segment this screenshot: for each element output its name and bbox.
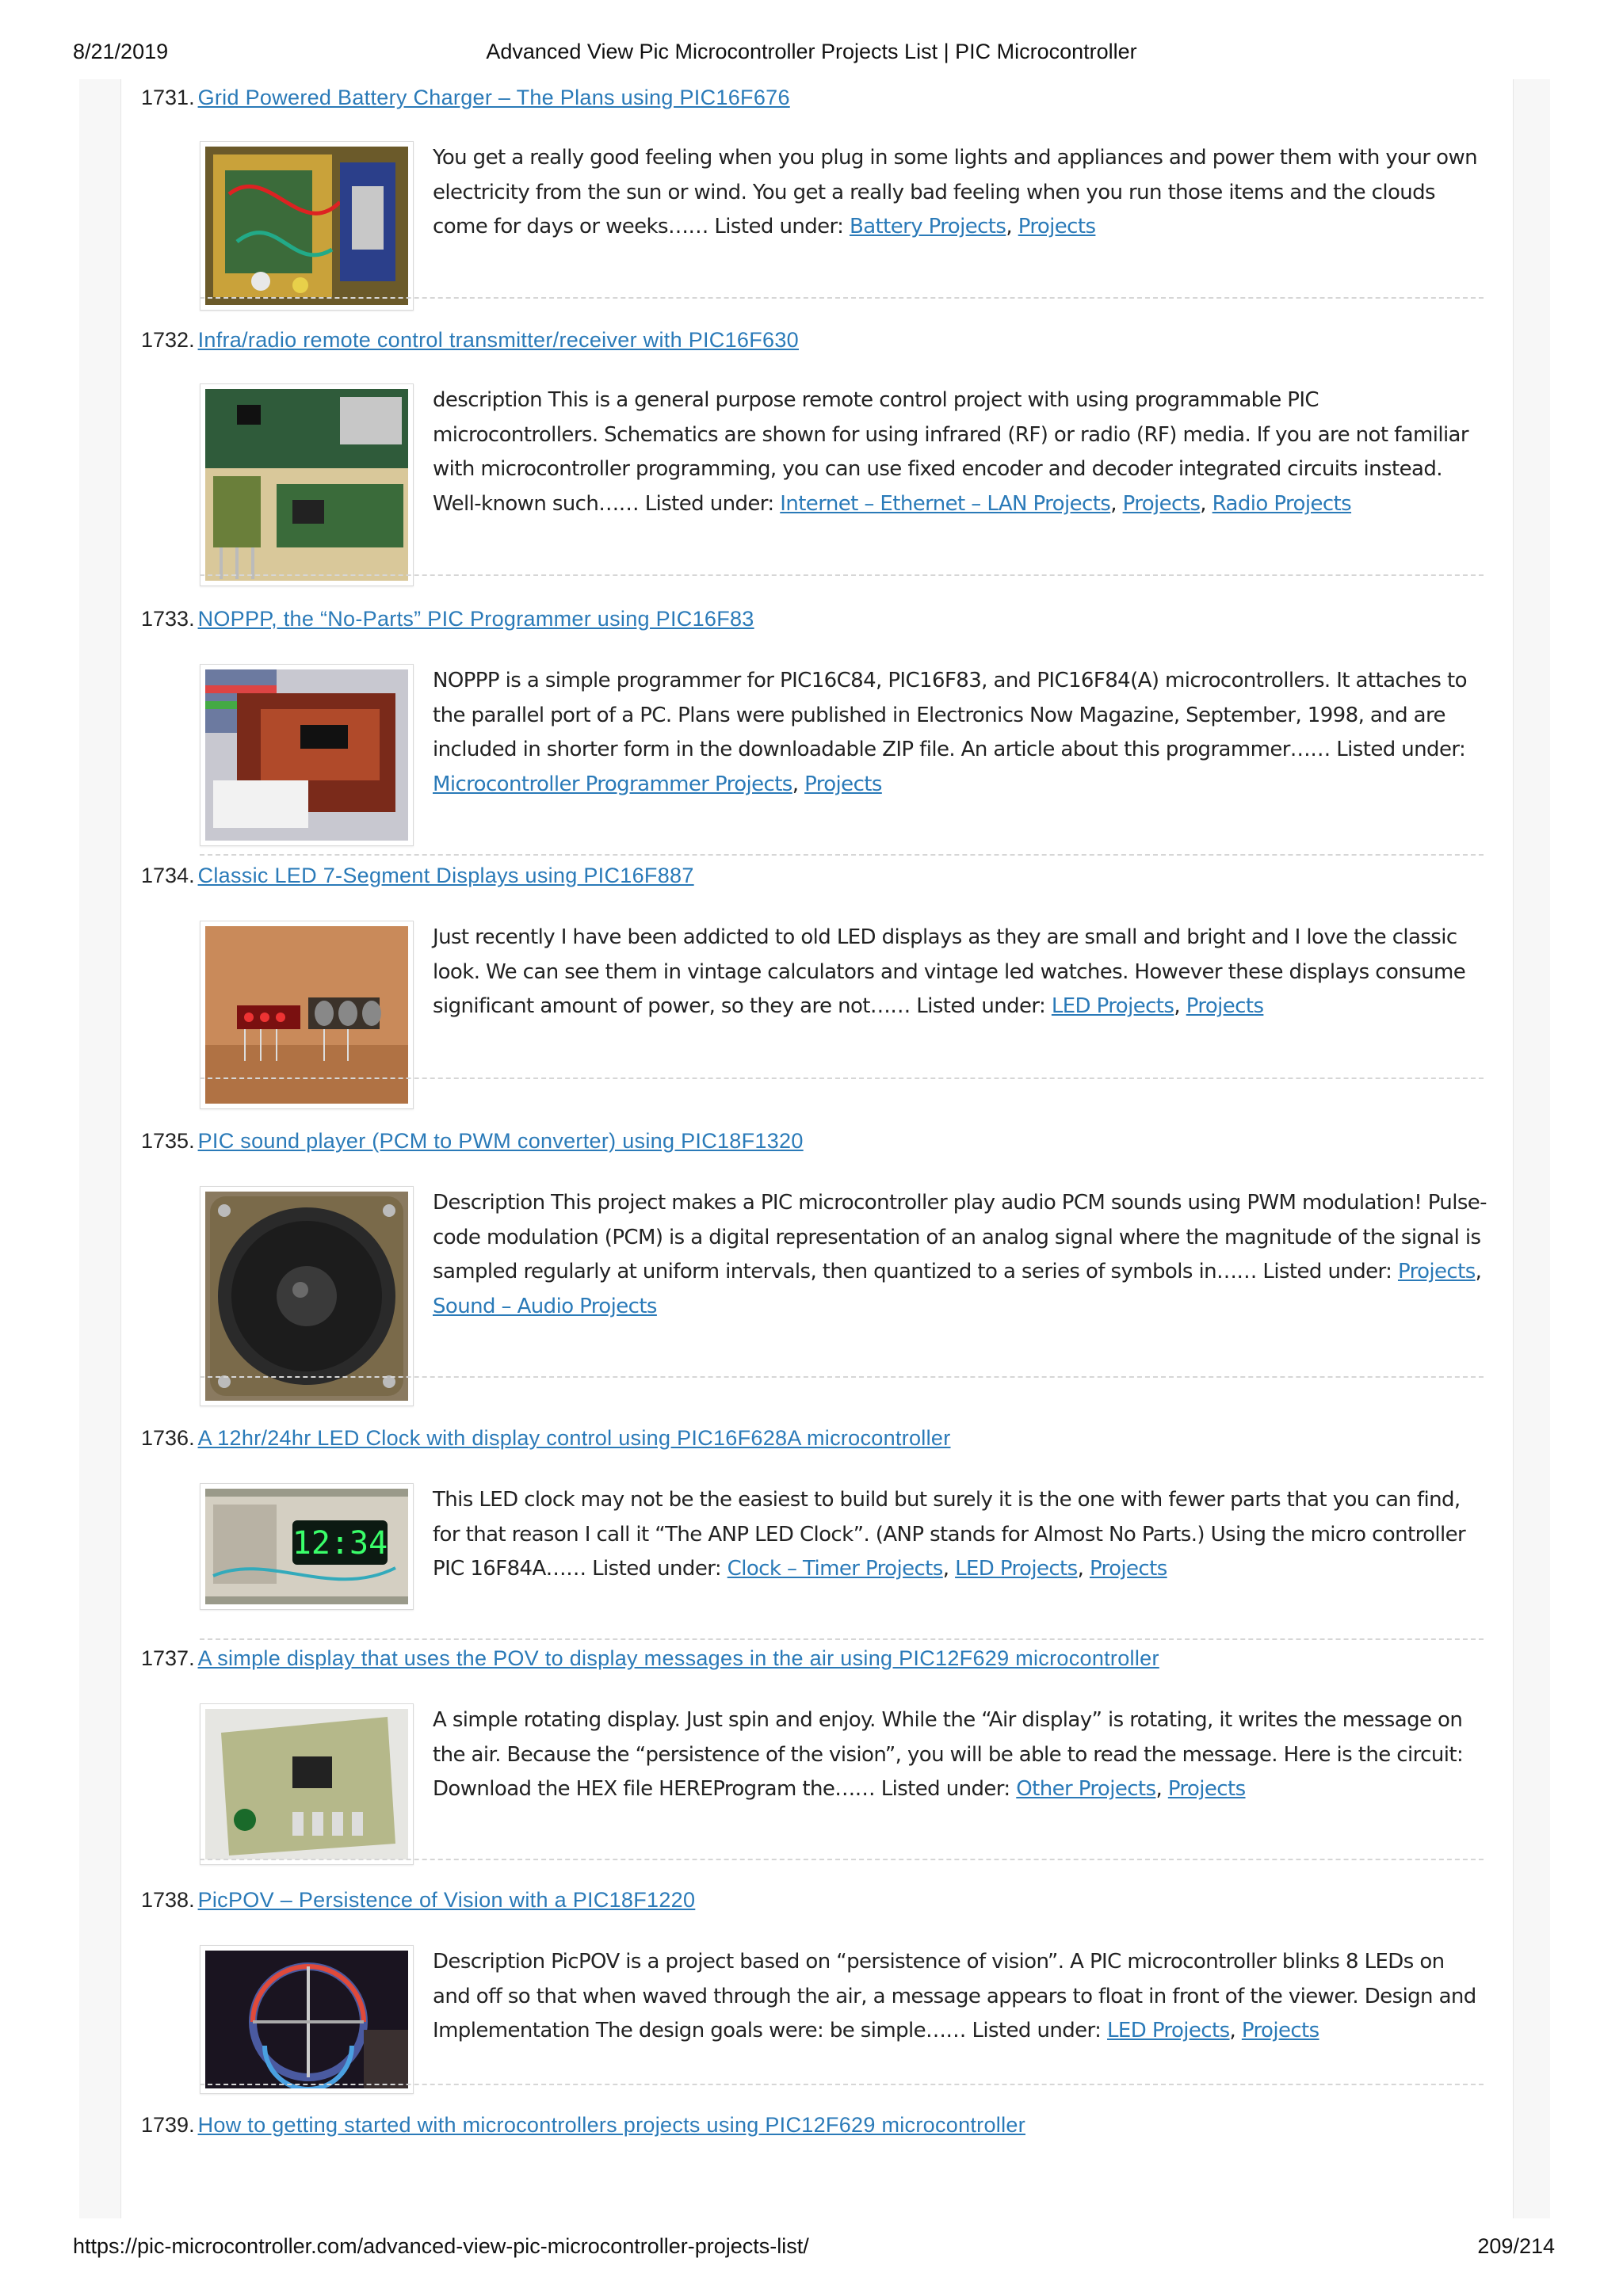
- entry-heading: [141, 1129, 804, 1154]
- entry-number: 1737.: [141, 1646, 195, 1670]
- entry-thumbnail[interactable]: [200, 1703, 414, 1865]
- entry-title-link[interactable]: Grid Powered Battery Charger – The Plans using PIC16F676: [197, 86, 790, 109]
- tag-link[interactable]: Projects: [1397, 1260, 1476, 1283]
- entry-thumbnail[interactable]: [200, 1186, 414, 1406]
- entry-description: description This is a general purpose remote control project with using programmable PIC microcontrollers. Schematics are shown for using infrared (RF) or radio (RF) media. If you are not familiar with microcontroller programming, you can use fixed encoder and decoder integrated circuits instead. Well-known such…… Listed under: Internet – Ethernet – LAN Projects, Projects, Radio Projects: [433, 388, 1468, 516]
- entry-separator: [200, 1376, 1484, 1378]
- entry-heading: [141, 2113, 1025, 2138]
- entry-title-link[interactable]: A 12hr/24hr LED Clock with display control using PIC16F628A microcontroller: [197, 1426, 951, 1450]
- entry-title-link[interactable]: A simple display that uses the POV to display messages in the air using PIC12F629 microcontroller: [197, 1646, 1159, 1670]
- tag-link[interactable]: Clock – Timer Projects: [727, 1557, 943, 1581]
- entry-title-link[interactable]: NOPPP, the “No-Parts” PIC Programmer using PIC16F83: [197, 607, 754, 631]
- battery-charger-photo: [205, 147, 408, 305]
- entry-separator: [200, 1077, 1484, 1079]
- entry-heading: [141, 1646, 1159, 1671]
- tag-link[interactable]: Projects: [1122, 491, 1201, 516]
- entry-title-link[interactable]: PicPOV – Persistence of Vision with a PIC18F1220: [197, 1888, 696, 1912]
- entry-description: This LED clock may not be the easiest to build but surely it is the one with fewer parts that you can find, for that reason I call it “The ANP LED Clock”. (ANP stands for Almost No Parts.) Using the micro controller PIC 16F84A…… Listed under: Clock – Timer Projects, LED Projects, Projects: [433, 1488, 1466, 1581]
- entry-separator: [200, 297, 1484, 299]
- clock-display-digits: 12:34: [292, 1525, 388, 1562]
- entry-number: 1733.: [141, 607, 195, 631]
- entry-description-text: Description PicPOV is a project based on “persistence of vision”. A PIC microcontroller blinks 8 LEDs on and off so that when waved through the air, a message appears to float in front of the viewer. Design and Implementation The design goals were: be simple…… Listed under:: [433, 1950, 1476, 2042]
- entry-separator: [200, 1859, 1484, 1860]
- speaker-photo: [205, 1192, 408, 1401]
- remote-control-modules-photo: [205, 389, 408, 581]
- entry-title-link[interactable]: Classic LED 7-Segment Displays using PIC16F887: [197, 864, 694, 887]
- led-clock-photo: [205, 1489, 408, 1604]
- tag-link[interactable]: Internet – Ethernet – LAN Projects: [780, 491, 1111, 516]
- tag-link[interactable]: Microcontroller Programmer Projects: [433, 772, 792, 796]
- print-title: Advanced View Pic Microcontroller Projects List | PIC Microcontroller: [486, 40, 1137, 63]
- print-url: https://pic-microcontroller.com/advanced-view-pic-microcontroller-projects-list/: [73, 2234, 809, 2258]
- entry-thumbnail[interactable]: [200, 1945, 414, 2094]
- entry-thumbnail[interactable]: [200, 383, 414, 586]
- tag-link[interactable]: Projects: [1241, 2019, 1319, 2042]
- tag-link[interactable]: LED Projects: [1051, 994, 1174, 1018]
- entry-description-text: Description This project makes a PIC microcontroller play audio PCM sounds using PWM modulation! Pulse-code modulation (PCM) is a digital representation of an analog signal where the magnitude of the signal is sampled regularly at uniform intervals, then quantized to a series of symbols in…… Listed under:: [433, 1191, 1487, 1283]
- pov-display-board-photo: [205, 1709, 408, 1859]
- entry-number: 1735.: [141, 1129, 195, 1153]
- entry-thumbnail[interactable]: [200, 141, 414, 311]
- entry-thumbnail[interactable]: [200, 664, 414, 846]
- print-header: [0, 40, 1623, 68]
- entry-description-text: You get a really good feeling when you plug in some lights and appliances and power them with your own electricity from the sun or wind. You get a really bad feeling when you run those items and the clouds come for days or weeks…… Listed under:: [433, 146, 1477, 238]
- entry-description: Just recently I have been addicted to old LED displays as they are small and bright and I love the classic look. We can see them in vintage calculators and vintage led watches. However these displays consume significant amount of power, so they are not…… Listed under: LED Projects, Projects: [433, 925, 1466, 1018]
- entry-number: 1738.: [141, 1888, 195, 1912]
- tag-link[interactable]: Projects: [1018, 215, 1096, 238]
- tag-link[interactable]: Battery Projects: [849, 215, 1006, 238]
- entry-number: 1732.: [141, 328, 195, 352]
- entry-description-text: Just recently I have been addicted to old LED displays as they are small and bright and I love the classic look. We can see them in vintage calculators and vintage led watches. However these displays consume significant amount of power, so they are not…… Listed under:: [433, 925, 1466, 1018]
- tag-link[interactable]: Sound – Audio Projects: [433, 1294, 657, 1318]
- entry-description: Description PicPOV is a project based on “persistence of vision”. A PIC microcontroller blinks 8 LEDs on and off so that when waved through the air, a message appears to float in front of the viewer. Design and Implementation The design goals were: be simple…… Listed under: LED Projects, Projects: [433, 1950, 1476, 2042]
- entry-separator: [200, 2084, 1484, 2085]
- entry-heading: [141, 86, 790, 110]
- entry-number: 1734.: [141, 864, 195, 887]
- entry-thumbnail[interactable]: [200, 1483, 414, 1610]
- entry-heading: [141, 1426, 951, 1451]
- entry-separator: [200, 854, 1484, 856]
- entry-description-text: A simple rotating display. Just spin and enjoy. While the “Air display” is rotating, it writes the message on the air. Because the “persistence of the vision”, you will be able to read the message. Here is the circuit: Download the HEX file HEREProgram the…… Listed under:: [433, 1708, 1464, 1801]
- entry-heading: [141, 864, 694, 888]
- tag-link[interactable]: LED Projects: [955, 1557, 1078, 1581]
- entry-title-link[interactable]: How to getting started with microcontrollers projects using PIC12F629 microcontroller: [197, 2113, 1025, 2137]
- tag-link[interactable]: Projects: [1167, 1777, 1246, 1801]
- entry-number: 1731.: [141, 86, 195, 109]
- tag-link[interactable]: Projects: [1089, 1557, 1167, 1581]
- print-date: 8/21/2019: [73, 40, 169, 63]
- entry-title-link[interactable]: PIC sound player (PCM to PWM converter) using PIC18F1320: [197, 1129, 804, 1153]
- entry-heading: [141, 328, 799, 353]
- entry-description-text: NOPPP is a simple programmer for PIC16C84, PIC16F83, and PIC16F84(A) microcontrollers. It attaches to the parallel port of a PC. Plans were published in Electronics Now Magazine, September, 1998, and are included in shorter form in the downloadable ZIP file. An article about this programmer…… Listed under:: [433, 669, 1467, 761]
- tag-link[interactable]: Projects: [804, 772, 882, 796]
- entry-heading: [141, 1888, 695, 1913]
- entry-description: NOPPP is a simple programmer for PIC16C84, PIC16F83, and PIC16F84(A) microcontrollers. It attaches to the parallel port of a PC. Plans were published in Electronics Now Magazine, September, 1998, and are included in shorter form in the downloadable ZIP file. An article about this programmer…… Listed under: Microcontroller Programmer Projects, Projects: [433, 669, 1467, 796]
- entry-separator: [200, 1638, 1484, 1640]
- entry-description: A simple rotating display. Just spin and enjoy. While the “Air display” is rotating, it writes the message on the air. Because the “persistence of the vision”, you will be able to read the message. Here is the circuit: Download the HEX file HEREProgram the…… Listed under: Other Projects, Projects: [433, 1708, 1464, 1801]
- entry-heading: [141, 607, 754, 631]
- entry-number: 1739.: [141, 2113, 195, 2137]
- tag-link[interactable]: Other Projects: [1016, 1777, 1156, 1801]
- picpov-spinning-leds-photo: [205, 1951, 408, 2088]
- tag-link[interactable]: Radio Projects: [1212, 491, 1352, 516]
- entry-thumbnail[interactable]: [200, 921, 414, 1109]
- entry-separator: [200, 574, 1484, 576]
- entry-description-text: description This is a general purpose remote control project with using programmable PIC microcontrollers. Schematics are shown for using infrared (RF) or radio (RF) media. If you are not familiar with microcontroller programming, you can use fixed encoder and decoder integrated circuits instead. Well-known such…… Listed under:: [433, 388, 1468, 516]
- entry-description: You get a really good feeling when you plug in some lights and appliances and power them with your own electricity from the sun or wind. You get a really bad feeling when you run those items and the clouds come for days or weeks…… Listed under: Battery Projects, Projects: [433, 146, 1477, 238]
- entry-number: 1736.: [141, 1426, 195, 1450]
- pic-programmer-photo: [205, 669, 408, 841]
- tag-link[interactable]: LED Projects: [1107, 2019, 1230, 2042]
- tag-link[interactable]: Projects: [1186, 994, 1264, 1018]
- page-number: 209/214: [1477, 2234, 1555, 2258]
- entry-title-link[interactable]: Infra/radio remote control transmitter/receiver with PIC16F630: [197, 328, 799, 352]
- entry-description: Description This project makes a PIC microcontroller play audio PCM sounds using PWM modulation! Pulse-code modulation (PCM) is a digital representation of an analog signal where the magnitude of the signal is sampled regularly at uniform intervals, then quantized to a series of symbols in…… Listed under: Projects, Sound – Audio Projects: [433, 1191, 1487, 1318]
- entry-description-text: This LED clock may not be the easiest to build but surely it is the one with fewer parts that you can find, for that reason I call it “The ANP LED Clock”. (ANP stands for Almost No Parts.) Using the micro controller PIC 16F84A…… Listed under:: [433, 1488, 1466, 1581]
